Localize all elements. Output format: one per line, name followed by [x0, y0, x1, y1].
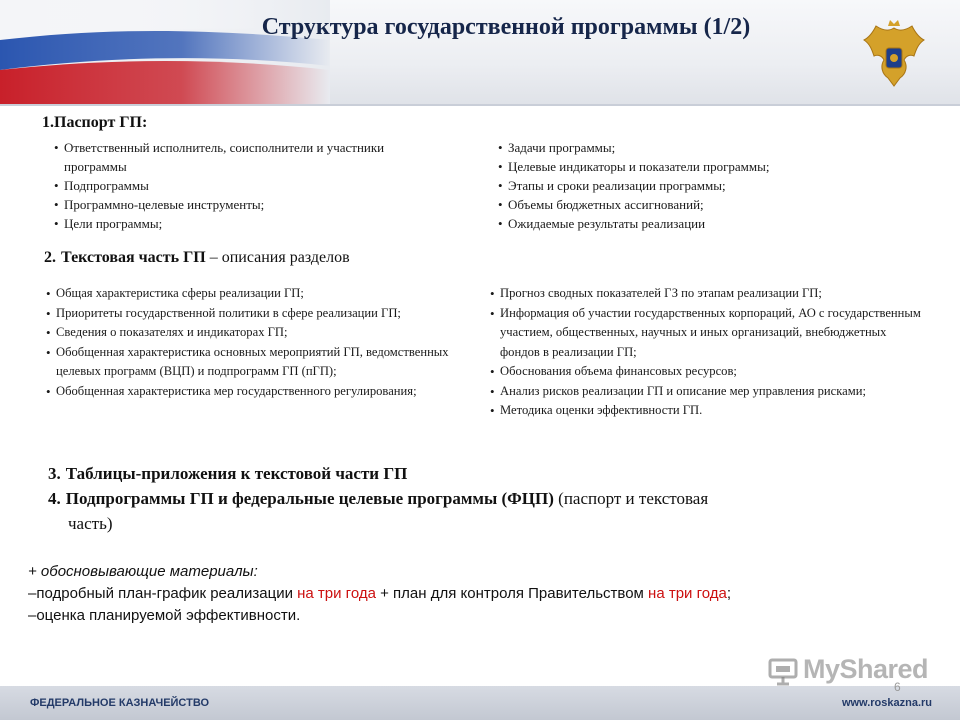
slide-title: Структура государственной программы (1/2): [261, 14, 751, 40]
efficiency-line: –оценка планируемой эффективности.: [28, 607, 301, 624]
list-item: • Анализ рисков реализации ГП и описание мер управления рисками;: [490, 382, 922, 402]
presentation-board-icon: [768, 658, 798, 686]
page-number: 6: [894, 680, 901, 694]
slide-header: [0, 0, 960, 106]
list-item: • Целевые индикаторы и показатели программы;: [498, 157, 928, 176]
list-item: • Объемы бюджетных ассигнований;: [498, 195, 928, 214]
list-item: • Общая характеристика сферы реализации ГП;: [46, 284, 476, 304]
section-tables-title: 3. Таблицы-приложения к текстовой части ГП: [48, 464, 408, 483]
section-passport-title: 1.Паспорт ГП:: [42, 114, 148, 131]
supporting-materials-heading: + обосновывающие материалы:: [28, 563, 258, 580]
list-item-continuation: программы: [64, 159, 127, 174]
passport-list-right: [498, 138, 928, 233]
list-item: • Обоснования объема финансовых ресурсов;: [490, 362, 922, 382]
footer-website-link[interactable]: www.roskazna.ru: [841, 697, 932, 709]
list-item: • Методика оценки эффективности ГП.: [490, 401, 922, 421]
list-item: • Сведения о показателях и индикаторах ГП;: [46, 323, 476, 343]
list-item: • Обобщенная характеристика основных мероприятий ГП, ведомственных целевых программ (ВЦП) и подпрограмм ГП (пГП);: [46, 343, 476, 382]
list-item: • Цели программы;: [54, 214, 484, 233]
list-item: • Ответственный исполнитель, соисполнители и участники: [54, 138, 484, 157]
supporting-materials: [28, 561, 731, 627]
text-part-list-right: [490, 284, 922, 421]
list-item: • Задачи программы;: [498, 138, 928, 157]
slide-footer: [0, 686, 960, 720]
plan-schedule-line: –подробный план-график реализации на три года + план для контроля Правительством на три года;: [28, 585, 732, 602]
section-text-part-title: 2. Текстовая часть ГП – описания разделов: [44, 249, 350, 266]
header-divider: [0, 104, 960, 106]
list-item: • Прогноз сводных показателей ГЗ по этапам реализации ГП;: [490, 284, 922, 304]
myshared-watermark: MyShared: [803, 654, 929, 684]
footer-organization: ФЕДЕРАЛЬНОЕ КАЗНАЧЕЙСТВО: [30, 697, 210, 709]
list-item: • Подпрограммы: [54, 176, 484, 195]
eagle-emblem-icon: [862, 20, 926, 92]
list-item: • Ожидаемые результаты реализации: [498, 214, 928, 233]
text-part-list-left: [46, 284, 476, 401]
list-item: • Этапы и сроки реализации программы;: [498, 176, 928, 195]
passport-list-left: [54, 138, 484, 233]
list-item: • Приоритеты государственной политики в сфере реализации ГП;: [46, 304, 476, 324]
section-subprograms-title: 4. Подпрограммы ГП и федеральные целевые программы (ФЦП) (паспорт и текстовая: [48, 489, 709, 508]
list-item: • Обобщенная характеристика мер государственного регулирования;: [46, 382, 476, 402]
list-item: • Программно-целевые инструменты;: [54, 195, 484, 214]
list-item: • Информация об участии государственных корпораций, АО с государственным участием, общественных, научных и иных организаций, внебюджетных фондов в реализации ГП;: [490, 304, 922, 363]
section-subprograms-title-continued: часть): [68, 514, 113, 533]
